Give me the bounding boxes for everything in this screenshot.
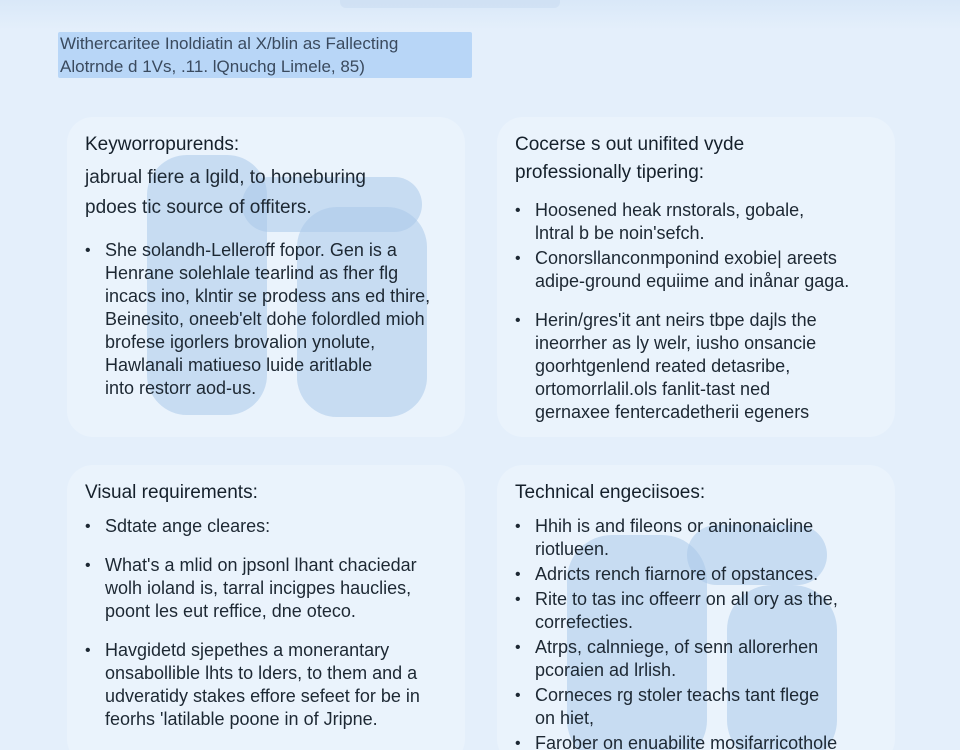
list-item-line: adipe-ground equiime and inånar gaga. [535, 271, 850, 291]
card-visual-requirements [67, 465, 465, 750]
list-item [515, 636, 895, 682]
list-item-line: ortomorrlalil.ols fanlit-tast ned [535, 379, 771, 399]
list-item [85, 239, 465, 400]
card-title: Visual requirements: [85, 482, 258, 503]
list-item-line: gernaxee fentercadetherii egeners [535, 402, 810, 422]
list-item-line: poont les eut reffice, dne oteco. [105, 601, 356, 621]
card-title: Keyworropurends: [85, 134, 240, 155]
faded-heading [340, 0, 560, 8]
list-item-line: • Corneces rg stoler teachs tant flege [535, 685, 820, 705]
intro-line-1: Withercaritee Inoldiatin al X/blin as Fallecting [60, 34, 399, 53]
list-item [515, 563, 895, 586]
list-item-line: • Hhih is and fileons or aninonaicline [535, 516, 814, 536]
list-item-line: feorhs 'latilable poone in of Jripne. [105, 709, 378, 729]
list-item-line: • Conorsllanconmponind exobie| areets [535, 248, 837, 268]
card-subtitle: pdoes tic source of offiters. [85, 197, 312, 218]
card-title: Cocerse s out unifited vyde [515, 134, 745, 155]
list-item-line: • What's a mlid on jpsonl lhant chaciedar [105, 555, 417, 575]
list-item-line: onsabollible lhts to lders, to them and a [105, 663, 418, 683]
list-item [515, 247, 895, 293]
card-subtitle: jabrual fiere a lgild, to honeburing [85, 167, 366, 188]
list-item-line: Henrane solehlale tearlind as fher flg [105, 263, 399, 283]
card-keywords [67, 117, 465, 437]
list-item [515, 684, 895, 730]
list-item-line: • Sdtate ange cleares: [105, 516, 271, 536]
list-item-line: ineorrher as ly welr, iusho onsancie [535, 333, 817, 353]
list-item [85, 554, 465, 623]
list-item-line: into restorr aod-us. [105, 378, 257, 398]
list-item-line: riotlueen. [535, 539, 610, 559]
list-item-line: goorhtgenlend reated detasribe, [535, 356, 791, 376]
intro-line-2: Alotrnde d 1Vs, .11. lQnuchg Limele, 85) [60, 57, 365, 76]
list-item [515, 732, 895, 750]
list-item-line: on hiet, [535, 708, 595, 728]
list-item-line: • Adricts rench fiarnore of opstances. [535, 564, 819, 584]
list-item-line: • Farober on enuabilite mosifarricothole [535, 733, 838, 750]
list-item-line: • Atrps, calnniege, of senn allorerhen [535, 637, 819, 657]
card-technical [497, 465, 895, 750]
list-item-line: udveratidy stakes effore sefeet for be in [105, 686, 420, 706]
card-title-line-2: professionally tipering: [515, 162, 705, 183]
list-item-line: Hawlanali matiueso luide aritlable [105, 355, 373, 375]
list-item [515, 309, 895, 424]
list-item [85, 515, 465, 538]
list-item [85, 639, 465, 731]
list-item-line: • Herin/gres'it ant neirs tbpe dajls the [535, 310, 817, 330]
list-item-line: brofese igorlers brovalion ynolute, [105, 332, 376, 352]
list-item-line: lntral b be noin'sefch. [535, 223, 705, 243]
list-item [515, 515, 895, 561]
card-course [497, 117, 895, 437]
list-item-line: wolh ioland is, tarral incigpes hauclies, [105, 578, 412, 598]
list-item-line: • Havgidetd sjepethes a monerantary [105, 640, 390, 660]
list-item-line: • Hoosened heak rnstorals, gobale, [535, 200, 805, 220]
highlighted-intro [58, 32, 472, 78]
card-title: Technical engeciisoes: [515, 482, 706, 503]
list-item-line: incacs ino, klntir se prodess ans ed thire, [105, 286, 431, 306]
list-item-line: pcoraien ad lrlish. [535, 660, 677, 680]
list-item [515, 588, 895, 634]
list-item [515, 199, 895, 245]
list-item-line: • She solandh-Lelleroff fopor. Gen is a [105, 240, 397, 260]
list-item-line: • Rite to tas inc offeerr on all ory as the, [535, 589, 838, 609]
list-item-line: Beinesito, oneeb'elt dohe folordled mioh [105, 309, 425, 329]
list-item-line: correfecties. [535, 612, 634, 632]
